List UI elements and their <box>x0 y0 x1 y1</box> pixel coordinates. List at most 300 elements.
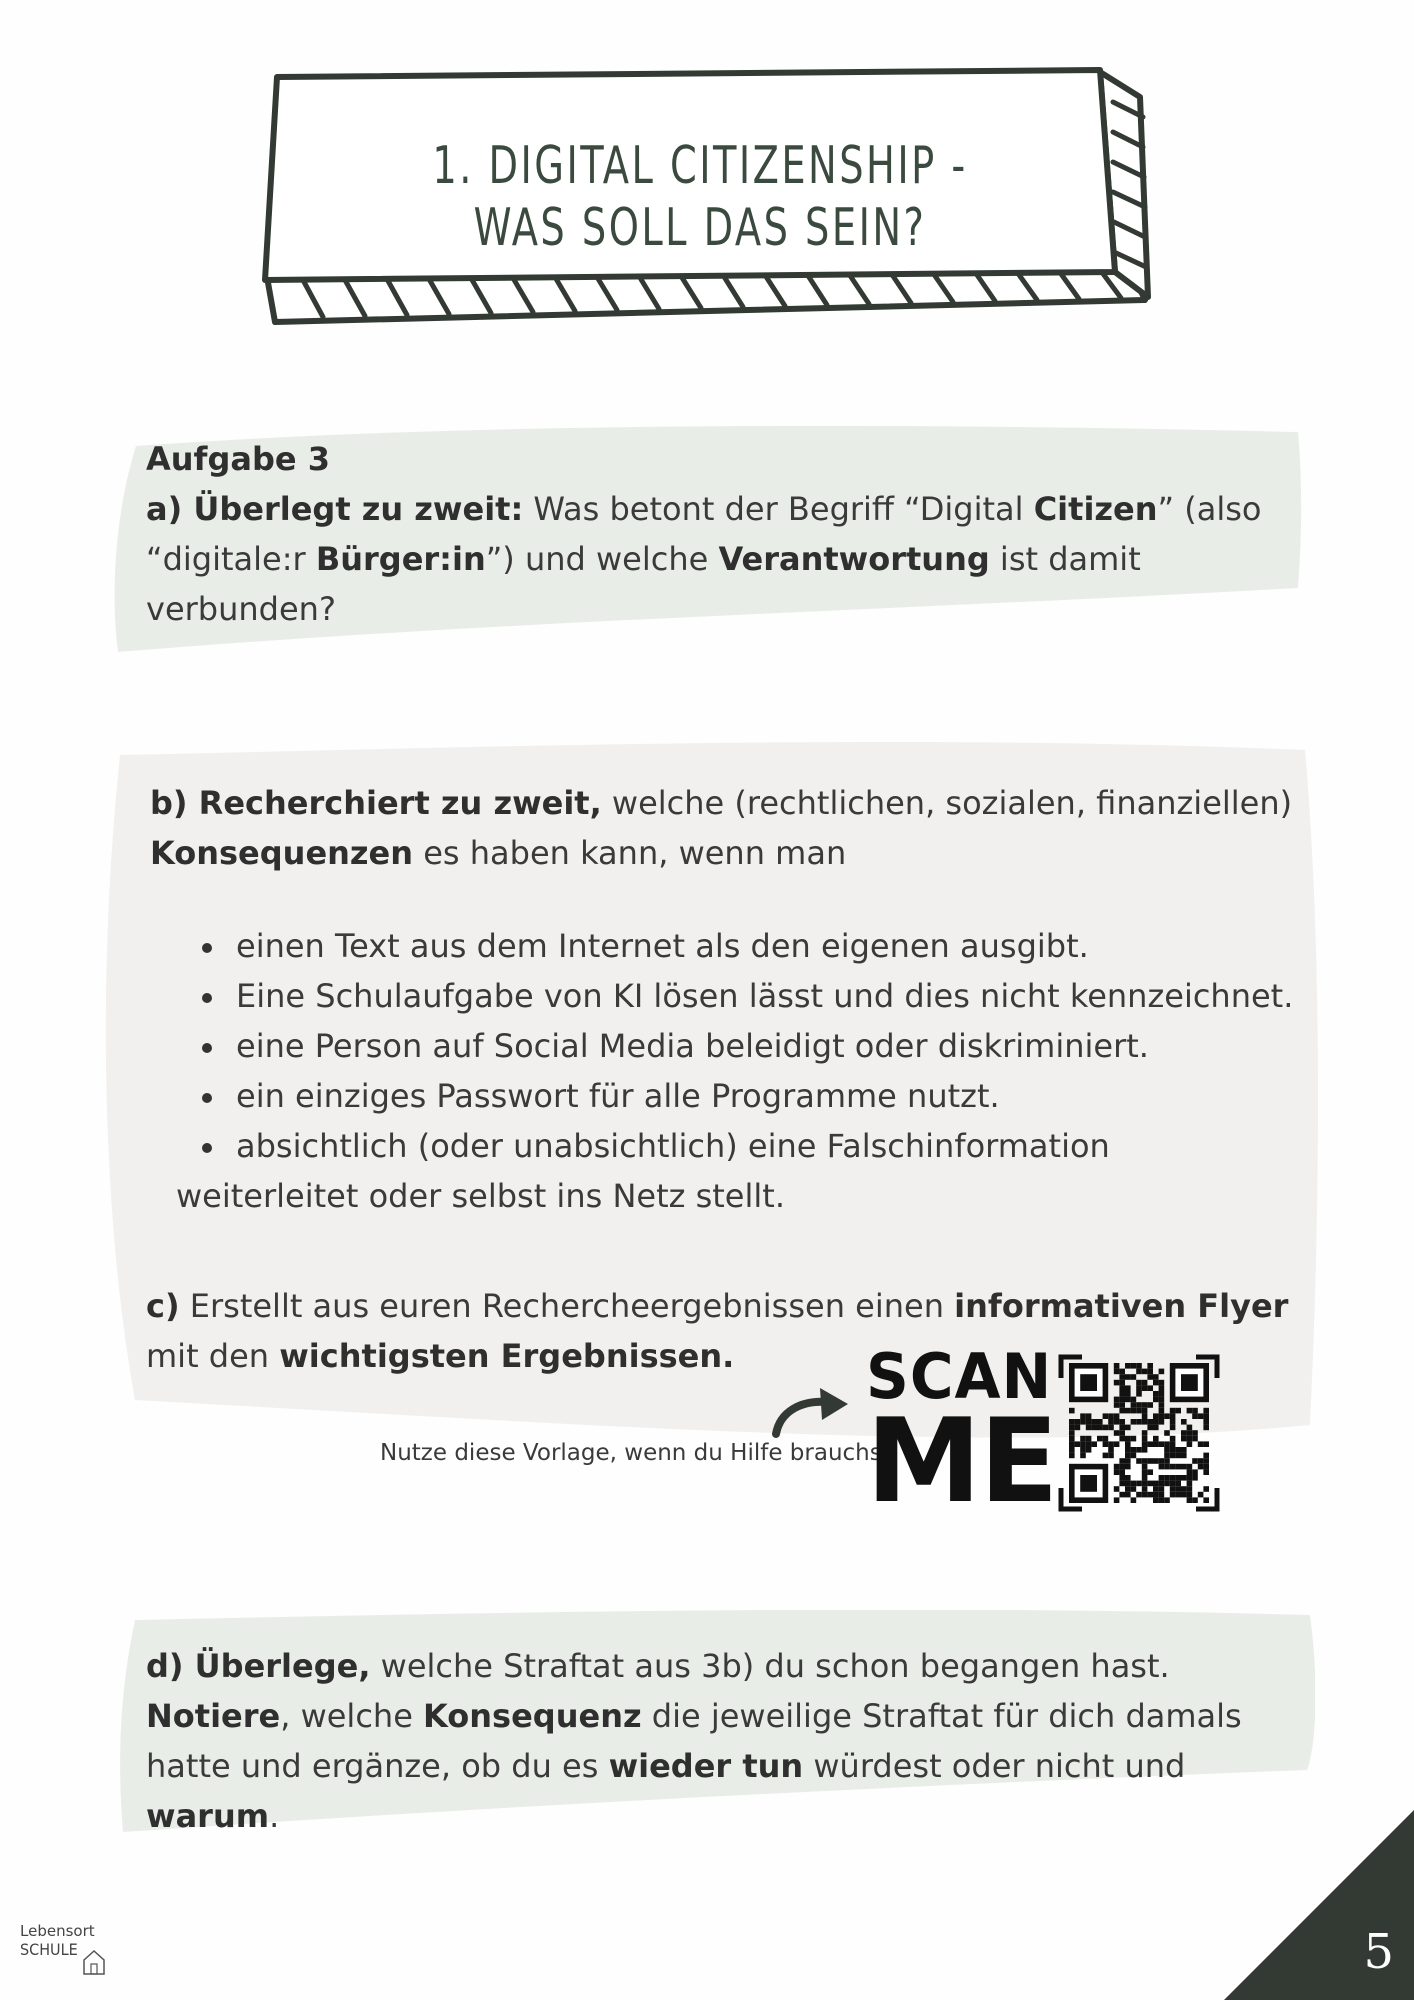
qr-module <box>1170 1413 1176 1419</box>
qr-module <box>1203 1453 1209 1459</box>
qr-module <box>1175 1481 1181 1487</box>
qr-module <box>1203 1419 1209 1425</box>
qr-module <box>1108 1447 1114 1453</box>
qr-module <box>1119 1464 1125 1470</box>
qr-module <box>1192 1458 1198 1464</box>
list-item-continuation: weiterleitet oder selbst ins Netz stellt. <box>176 1177 785 1215</box>
qr-module <box>1114 1486 1120 1492</box>
qr-module <box>1119 1380 1125 1386</box>
qr-module <box>1119 1425 1125 1431</box>
qr-module <box>1119 1458 1125 1464</box>
qr-module <box>1175 1453 1181 1459</box>
qr-module <box>1159 1380 1165 1386</box>
qr-module <box>1153 1391 1159 1397</box>
qr-module <box>1153 1380 1159 1386</box>
qr-module <box>1086 1447 1092 1453</box>
qr-module <box>1170 1453 1176 1459</box>
qr-module <box>1142 1458 1148 1464</box>
qr-module <box>1080 1441 1086 1447</box>
logo-bottom-text: SCHULE <box>20 1940 78 1959</box>
task-d-bold: wieder tun <box>608 1747 804 1785</box>
qr-module <box>1153 1413 1159 1419</box>
qr-module <box>1131 1402 1137 1408</box>
qr-module <box>1103 1425 1109 1431</box>
qr-module <box>1198 1492 1204 1498</box>
qr-module <box>1114 1469 1120 1475</box>
qr-module <box>1131 1436 1137 1442</box>
qr-module <box>1142 1436 1148 1442</box>
qr-module <box>1125 1464 1131 1470</box>
qr-module <box>1192 1475 1198 1481</box>
qr-finder <box>1080 1475 1097 1492</box>
qr-module <box>1164 1458 1170 1464</box>
qr-module <box>1147 1363 1153 1369</box>
consequence-list <box>196 921 1316 1171</box>
task-c-text: Erstellt aus euren Rechercheergebnissen einen <box>179 1287 955 1325</box>
qr-module <box>1181 1419 1187 1425</box>
qr-module <box>1069 1430 1075 1436</box>
qr-module <box>1181 1447 1187 1453</box>
task-c-bold: wichtigsten Ergebnissen. <box>279 1337 735 1375</box>
qr-module <box>1080 1419 1086 1425</box>
qr-module <box>1147 1425 1153 1431</box>
logo-top-text: Lebensort <box>20 1922 95 1940</box>
curved-arrow-icon <box>770 1382 850 1442</box>
qr-module <box>1086 1436 1092 1442</box>
qr-module <box>1097 1436 1103 1442</box>
qr-module <box>1159 1413 1165 1419</box>
qr-module <box>1181 1430 1187 1436</box>
qr-module <box>1131 1447 1137 1453</box>
qr-module <box>1131 1419 1137 1425</box>
qr-module <box>1119 1369 1125 1375</box>
qr-module <box>1153 1458 1159 1464</box>
qr-module <box>1131 1397 1137 1403</box>
qr-module <box>1125 1385 1131 1391</box>
task-heading: Aufgabe 3 <box>146 440 330 478</box>
qr-module <box>1198 1464 1204 1470</box>
qr-module <box>1142 1402 1148 1408</box>
qr-module <box>1153 1397 1159 1403</box>
qr-module <box>1187 1441 1193 1447</box>
qr-module <box>1159 1385 1165 1391</box>
qr-module <box>1170 1447 1176 1453</box>
qr-module <box>1125 1475 1131 1481</box>
task-b-label: b) Recherchiert zu zweit, <box>150 784 602 822</box>
qr-module <box>1203 1464 1209 1470</box>
qr-module <box>1203 1441 1209 1447</box>
qr-module <box>1147 1469 1153 1475</box>
qr-module <box>1097 1419 1103 1425</box>
qr-module <box>1119 1492 1125 1498</box>
qr-module <box>1147 1419 1153 1425</box>
qr-module <box>1153 1497 1159 1503</box>
qr-module <box>1136 1363 1142 1369</box>
qr-module <box>1153 1486 1159 1492</box>
qr-module <box>1164 1441 1170 1447</box>
qr-module <box>1147 1441 1153 1447</box>
qr-module <box>1187 1497 1193 1503</box>
qr-module <box>1164 1481 1170 1487</box>
list-item: ein einziges Passwort für alle Programme nutzt. <box>196 1071 1316 1121</box>
qr-module <box>1119 1419 1125 1425</box>
qr-module <box>1103 1441 1109 1447</box>
task-a-label: a) Überlegt zu zweit: <box>146 490 524 528</box>
qr-module <box>1125 1447 1131 1453</box>
qr-module <box>1159 1464 1165 1470</box>
qr-module <box>1142 1419 1148 1425</box>
qr-module <box>1103 1413 1109 1419</box>
qr-module <box>1142 1441 1148 1447</box>
qr-module <box>1153 1436 1159 1442</box>
qr-module <box>1170 1492 1176 1498</box>
qr-module <box>1136 1380 1142 1386</box>
scan-word: SCAN <box>866 1340 1053 1413</box>
qr-module <box>1114 1402 1120 1408</box>
qr-module <box>1159 1486 1165 1492</box>
me-word: ME <box>866 1394 1057 1529</box>
qr-module <box>1164 1430 1170 1436</box>
qr-module <box>1153 1441 1159 1447</box>
qr-module <box>1203 1469 1209 1475</box>
qr-module <box>1203 1425 1209 1431</box>
qr-module <box>1192 1430 1198 1436</box>
qr-module <box>1192 1497 1198 1503</box>
task-d <box>146 1641 1306 1841</box>
qr-module <box>1119 1391 1125 1397</box>
qr-module <box>1114 1441 1120 1447</box>
task-c-label: c) <box>146 1287 180 1325</box>
qr-module <box>1147 1385 1153 1391</box>
template-hint: Nutze diese Vorlage, wenn du Hilfe brauchst. <box>380 1440 899 1466</box>
qr-module <box>1181 1475 1187 1481</box>
qr-module <box>1203 1497 1209 1503</box>
task-d-text: . <box>269 1797 280 1835</box>
qr-module <box>1170 1486 1176 1492</box>
qr-module <box>1131 1486 1137 1492</box>
qr-module <box>1142 1486 1148 1492</box>
qr-module <box>1114 1464 1120 1470</box>
qr-module <box>1125 1425 1131 1431</box>
qr-module <box>1075 1441 1081 1447</box>
qr-module <box>1119 1397 1125 1403</box>
qr-module <box>1203 1486 1209 1492</box>
qr-module <box>1125 1391 1131 1397</box>
qr-module <box>1164 1497 1170 1503</box>
qr-module <box>1153 1374 1159 1380</box>
qr-module <box>1069 1425 1075 1431</box>
qr-module <box>1131 1408 1137 1414</box>
qr-module <box>1181 1486 1187 1492</box>
qr-module <box>1159 1419 1165 1425</box>
qr-module <box>1125 1363 1131 1369</box>
qr-module <box>1187 1425 1193 1431</box>
qr-module <box>1125 1453 1131 1459</box>
task-a-text: ” (also “digitale:r <box>146 490 1262 578</box>
qr-module <box>1131 1363 1137 1369</box>
qr-module <box>1114 1397 1120 1403</box>
qr-module <box>1142 1385 1148 1391</box>
qr-module <box>1069 1447 1075 1453</box>
qr-module <box>1136 1492 1142 1498</box>
qr-module <box>1181 1453 1187 1459</box>
qr-module <box>1187 1492 1193 1498</box>
task-a-text: ”) und welche <box>485 540 719 578</box>
qr-module <box>1181 1436 1187 1442</box>
qr-module <box>1192 1469 1198 1475</box>
qr-module <box>1114 1413 1120 1419</box>
qr-module <box>1080 1453 1086 1459</box>
qr-finder <box>1080 1374 1097 1391</box>
list-item: Eine Schulaufgabe von KI lösen lässt und dies nicht kennzeichnet. <box>196 971 1316 1021</box>
qr-module <box>1198 1413 1204 1419</box>
task-d-bold: Notiere <box>146 1697 281 1735</box>
qr-module <box>1170 1464 1176 1470</box>
qr-module <box>1142 1380 1148 1386</box>
qr-module <box>1159 1391 1165 1397</box>
scan-me-label <box>866 1340 1060 1529</box>
qr-module <box>1153 1425 1159 1431</box>
qr-module <box>1125 1397 1131 1403</box>
qr-module <box>1181 1464 1187 1470</box>
qr-module <box>1125 1481 1131 1487</box>
qr-module <box>1119 1430 1125 1436</box>
qr-module <box>1108 1425 1114 1431</box>
qr-module <box>1142 1464 1148 1470</box>
qr-module <box>1119 1408 1125 1414</box>
qr-module <box>1175 1486 1181 1492</box>
qr-module <box>1114 1369 1120 1375</box>
qr-module <box>1131 1453 1137 1459</box>
qr-module <box>1142 1413 1148 1419</box>
qr-module <box>1103 1436 1109 1442</box>
task-d-text: die jeweilige Straftat für dich damals hatte und ergänze, ob du es <box>146 1697 1242 1785</box>
qr-module <box>1198 1458 1204 1464</box>
qr-module <box>1159 1441 1165 1447</box>
qr-module <box>1114 1380 1120 1386</box>
qr-module <box>1187 1481 1193 1487</box>
qr-module <box>1159 1475 1165 1481</box>
qr-module <box>1125 1408 1131 1414</box>
task-b <box>150 778 1300 878</box>
qr-module <box>1159 1497 1165 1503</box>
qr-module <box>1097 1425 1103 1431</box>
qr-module <box>1142 1447 1148 1453</box>
qr-module <box>1069 1441 1075 1447</box>
qr-module <box>1159 1481 1165 1487</box>
qr-module <box>1198 1441 1204 1447</box>
qr-module <box>1125 1374 1131 1380</box>
qr-module <box>1075 1425 1081 1431</box>
qr-module <box>1114 1419 1120 1425</box>
qr-module <box>1131 1481 1137 1487</box>
qr-module <box>1103 1453 1109 1459</box>
qr-module <box>1091 1425 1097 1431</box>
qr-module <box>1170 1481 1176 1487</box>
task-a-bold: Verantwortung <box>718 540 990 578</box>
qr-module <box>1153 1419 1159 1425</box>
qr-finder <box>1181 1374 1198 1391</box>
qr-module <box>1187 1486 1193 1492</box>
qr-module <box>1164 1464 1170 1470</box>
qr-module <box>1119 1385 1125 1391</box>
qr-module <box>1136 1481 1142 1487</box>
qr-module <box>1170 1436 1176 1442</box>
task-d-bold: Konsequenz <box>423 1697 642 1735</box>
qr-module <box>1175 1492 1181 1498</box>
qr-module <box>1091 1419 1097 1425</box>
qr-module <box>1203 1408 1209 1414</box>
house-icon <box>82 1948 106 1976</box>
qr-module <box>1080 1436 1086 1442</box>
qr-module <box>1086 1419 1092 1425</box>
qr-module <box>1075 1419 1081 1425</box>
qr-module <box>1086 1441 1092 1447</box>
page-number: 5 <box>1363 1924 1394 1980</box>
qr-module <box>1125 1458 1131 1464</box>
qr-module <box>1131 1497 1137 1503</box>
qr-module <box>1147 1492 1153 1498</box>
qr-module <box>1136 1408 1142 1414</box>
qr-module <box>1125 1486 1131 1492</box>
task-d-text: würdest oder nicht und <box>803 1747 1186 1785</box>
qr-module <box>1080 1447 1086 1453</box>
task-b-text: welche (rechtlichen, sozialen, finanziellen) <box>601 784 1293 822</box>
qr-module <box>1086 1425 1092 1431</box>
qr-module <box>1170 1475 1176 1481</box>
qr-module <box>1147 1374 1153 1380</box>
qr-module <box>1187 1430 1193 1436</box>
qr-module <box>1203 1458 1209 1464</box>
task-a-text: Was betont der Begriff “Digital <box>523 490 1034 528</box>
qr-module <box>1108 1441 1114 1447</box>
qr-module <box>1069 1436 1075 1442</box>
qr-module <box>1147 1369 1153 1375</box>
qr-module <box>1170 1425 1176 1431</box>
qr-module <box>1175 1475 1181 1481</box>
task-c-text: mit den <box>146 1337 280 1375</box>
qr-module <box>1136 1419 1142 1425</box>
qr-module <box>1142 1430 1148 1436</box>
task-a-text: ist damit verbunden? <box>146 540 1141 628</box>
qr-module <box>1136 1391 1142 1397</box>
qr-module <box>1108 1419 1114 1425</box>
qr-module <box>1142 1408 1148 1414</box>
task-a-bold: Citizen <box>1033 490 1158 528</box>
qr-module <box>1147 1402 1153 1408</box>
list-item: absichtlich (oder unabsichtlich) eine Falschinformation <box>196 1121 1316 1171</box>
qr-module <box>1187 1436 1193 1442</box>
qr-module <box>1164 1447 1170 1453</box>
qr-module <box>1142 1492 1148 1498</box>
qr-module <box>1086 1413 1092 1419</box>
qr-module <box>1192 1436 1198 1442</box>
qr-module <box>1159 1408 1165 1414</box>
qr-module <box>1136 1447 1142 1453</box>
task-d-text: , welche <box>280 1697 424 1735</box>
qr-module <box>1069 1453 1075 1459</box>
qr-module <box>1119 1374 1125 1380</box>
qr-module <box>1125 1436 1131 1442</box>
task-c-bold: informativen Flyer <box>954 1287 1289 1325</box>
qr-module <box>1131 1374 1137 1380</box>
qr-module <box>1069 1419 1075 1425</box>
list-item: einen Text aus dem Internet als den eigenen ausgibt. <box>196 921 1316 971</box>
list-item: eine Person auf Social Media beleidigt oder diskriminiert. <box>196 1021 1316 1071</box>
qr-module <box>1147 1458 1153 1464</box>
qr-module <box>1119 1475 1125 1481</box>
qr-module <box>1114 1497 1120 1503</box>
qr-module <box>1159 1458 1165 1464</box>
qr-module <box>1159 1397 1165 1403</box>
qr-module <box>1192 1413 1198 1419</box>
qr-module <box>1187 1475 1193 1481</box>
qr-module <box>1069 1408 1075 1414</box>
task-d-text: welche Straftat aus 3b) du schon begangen hast. <box>370 1647 1170 1685</box>
qr-module <box>1108 1453 1114 1459</box>
qr-module <box>1136 1369 1142 1375</box>
qr-module <box>1147 1481 1153 1487</box>
task-d-label: d) Überlege, <box>146 1647 371 1685</box>
qr-module <box>1164 1475 1170 1481</box>
qr-module <box>1159 1492 1165 1498</box>
qr-module <box>1142 1475 1148 1481</box>
qr-module <box>1136 1458 1142 1464</box>
qr-module <box>1125 1441 1131 1447</box>
qr-module <box>1159 1369 1165 1375</box>
qr-module <box>1170 1419 1176 1425</box>
qr-module <box>1187 1469 1193 1475</box>
qr-module <box>1136 1402 1142 1408</box>
qr-module <box>1159 1402 1165 1408</box>
qr-module <box>1125 1492 1131 1498</box>
qr-module <box>1080 1413 1086 1419</box>
qr-module <box>1119 1481 1125 1487</box>
qr-module <box>1091 1441 1097 1447</box>
qr-module <box>1114 1430 1120 1436</box>
qr-module <box>1175 1408 1181 1414</box>
qr-module <box>1108 1413 1114 1419</box>
qr-module <box>1175 1464 1181 1470</box>
qr-code[interactable] <box>1058 1354 1220 1512</box>
qr-module <box>1119 1402 1125 1408</box>
page-title: 1. DIGITAL CITIZENSHIP - WAS SOLL DAS SEIN? <box>432 136 968 258</box>
task-a <box>146 434 1306 634</box>
qr-module <box>1175 1447 1181 1453</box>
qr-module <box>1142 1481 1148 1487</box>
task-b-text: es haben kann, wenn man <box>413 834 847 872</box>
qr-module <box>1187 1464 1193 1470</box>
qr-module <box>1114 1363 1120 1369</box>
qr-module <box>1181 1492 1187 1498</box>
qr-module <box>1170 1441 1176 1447</box>
qr-module <box>1119 1469 1125 1475</box>
qr-module <box>1153 1492 1159 1498</box>
qr-module <box>1142 1469 1148 1475</box>
qr-module <box>1170 1408 1176 1414</box>
qr-module <box>1164 1413 1170 1419</box>
task-d-bold: warum <box>146 1797 270 1835</box>
qr-module <box>1136 1385 1142 1391</box>
qr-module <box>1192 1408 1198 1414</box>
qr-module <box>1142 1369 1148 1375</box>
qr-module <box>1187 1408 1193 1414</box>
qr-module <box>1164 1453 1170 1459</box>
task-b-bold: Konsequenzen <box>150 834 414 872</box>
qr-module <box>1203 1413 1209 1419</box>
task-a-bold: Bürger:in <box>315 540 486 578</box>
qr-module <box>1153 1481 1159 1487</box>
